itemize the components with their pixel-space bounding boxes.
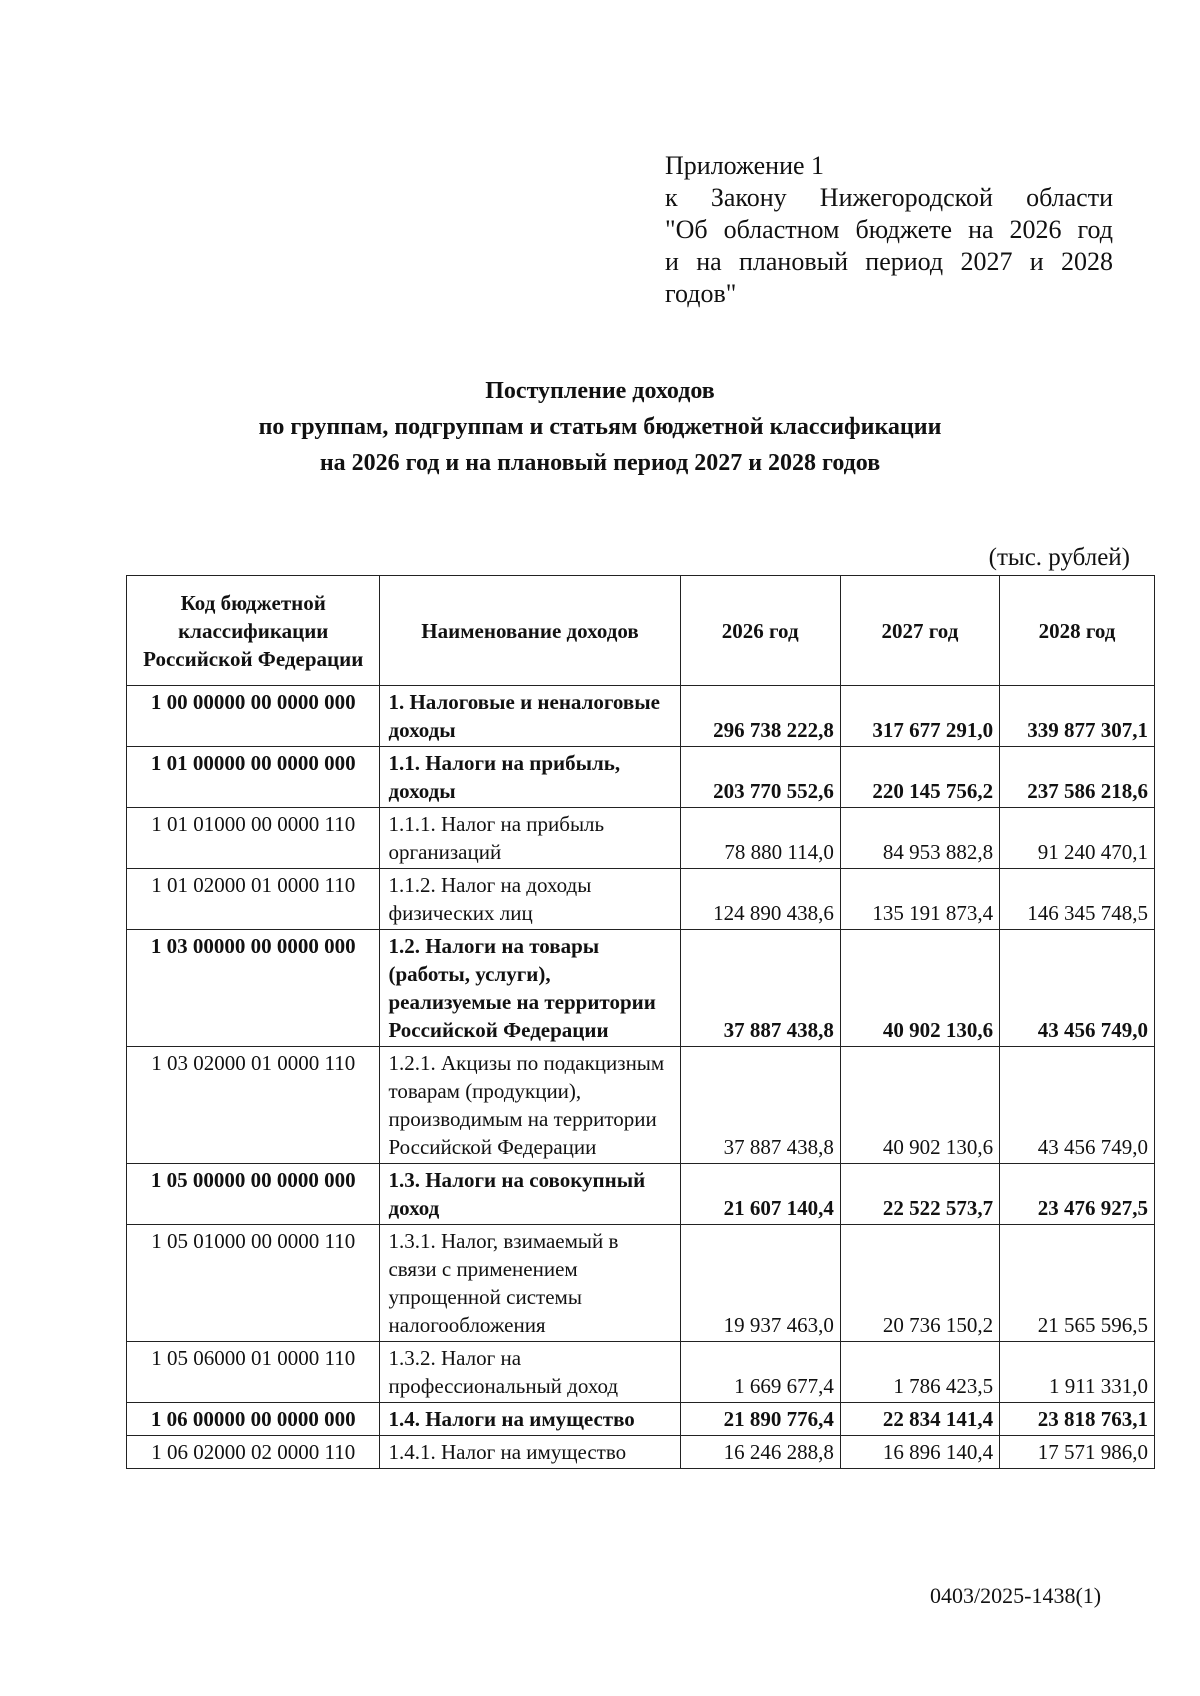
row-code: 1 06 00000 00 0000 000 xyxy=(127,1403,380,1436)
row-code: 1 03 00000 00 0000 000 xyxy=(127,930,380,1047)
table-row xyxy=(127,1164,1155,1225)
row-2026: 21 890 776,4 xyxy=(680,1403,840,1436)
row-code: 1 03 02000 01 0000 110 xyxy=(127,1047,380,1164)
appendix-line-4: и на плановый период 2027 и 2028 xyxy=(665,247,1113,276)
row-name: 1.2. Налоги на товары (работы, услуги), реализуемые на территории Российской Федерации xyxy=(380,930,680,1047)
row-2027: 20 736 150,2 xyxy=(840,1225,999,1342)
row-2027: 84 953 882,8 xyxy=(840,808,999,869)
row-2028: 17 571 986,0 xyxy=(1000,1436,1155,1469)
appendix-note xyxy=(665,150,1113,310)
units-label: (тыс. рублей) xyxy=(988,544,1130,571)
row-2028: 1 911 331,0 xyxy=(1000,1342,1155,1403)
row-2027: 40 902 130,6 xyxy=(840,1047,999,1164)
row-2026: 37 887 438,8 xyxy=(680,1047,840,1164)
row-2026: 19 937 463,0 xyxy=(680,1225,840,1342)
row-name: 1.3.1. Налог, взимаемый в связи с применением упрощенной системы налогообложения xyxy=(380,1225,680,1342)
row-code: 1 01 02000 01 0000 110 xyxy=(127,869,380,930)
table-row xyxy=(127,1047,1155,1164)
row-2026: 124 890 438,6 xyxy=(680,869,840,930)
row-2026: 21 607 140,4 xyxy=(680,1164,840,1225)
row-2028: 339 877 307,1 xyxy=(1000,686,1155,747)
row-2028: 43 456 749,0 xyxy=(1000,930,1155,1047)
table-row xyxy=(127,1436,1155,1469)
row-2027: 40 902 130,6 xyxy=(840,930,999,1047)
row-code: 1 06 02000 02 0000 110 xyxy=(127,1436,380,1469)
row-name: 1.1.1. Налог на прибыль организаций xyxy=(380,808,680,869)
document-title xyxy=(150,373,1050,481)
table-row xyxy=(127,808,1155,869)
table-row xyxy=(127,686,1155,747)
title-line-3: на 2026 год и на плановый период 2027 и 2028 годов xyxy=(319,450,881,476)
row-2027: 1 786 423,5 xyxy=(840,1342,999,1403)
row-2026: 37 887 438,8 xyxy=(680,930,840,1047)
appendix-line-3: "Об областном бюджете на 2026 год xyxy=(665,215,1113,244)
appendix-line-1: Приложение 1 xyxy=(665,151,825,180)
header-2026: 2026 год xyxy=(680,576,840,686)
income-table xyxy=(126,575,1155,1469)
row-code: 1 05 00000 00 0000 000 xyxy=(127,1164,380,1225)
table-row xyxy=(127,1342,1155,1403)
row-name: 1.1. Налоги на прибыль, доходы xyxy=(380,747,680,808)
row-name: 1.4. Налоги на имущество xyxy=(380,1403,680,1436)
row-2028: 23 476 927,5 xyxy=(1000,1164,1155,1225)
row-2027: 220 145 756,2 xyxy=(840,747,999,808)
appendix-line-2: к Закону Нижегородской области xyxy=(665,183,1113,212)
appendix-line-5: годов" xyxy=(665,279,737,308)
table-header-row xyxy=(127,576,1155,686)
table-row xyxy=(127,747,1155,808)
header-code: Код бюджетной классификации Российской Федерации xyxy=(127,576,380,686)
title-line-1: Поступление доходов xyxy=(485,378,715,404)
row-2027: 16 896 140,4 xyxy=(840,1436,999,1469)
row-2028: 91 240 470,1 xyxy=(1000,808,1155,869)
document-number: 0403/2025-1438(1) xyxy=(930,1583,1102,1608)
row-code: 1 05 06000 01 0000 110 xyxy=(127,1342,380,1403)
row-name: 1. Налоговые и неналоговые доходы xyxy=(380,686,680,747)
row-name: 1.1.2. Налог на доходы физических лиц xyxy=(380,869,680,930)
title-line-2: по группам, подгруппам и статьям бюджетной классификации xyxy=(258,414,942,440)
row-2026: 296 738 222,8 xyxy=(680,686,840,747)
row-2027: 22 522 573,7 xyxy=(840,1164,999,1225)
row-2027: 22 834 141,4 xyxy=(840,1403,999,1436)
row-name: 1.3. Налоги на совокупный доход xyxy=(380,1164,680,1225)
table-row xyxy=(127,1225,1155,1342)
row-2026: 16 246 288,8 xyxy=(680,1436,840,1469)
header-2028: 2028 год xyxy=(1000,576,1155,686)
row-code: 1 01 00000 00 0000 000 xyxy=(127,747,380,808)
table-row xyxy=(127,1403,1155,1436)
row-2027: 317 677 291,0 xyxy=(840,686,999,747)
table-row xyxy=(127,869,1155,930)
row-2026: 78 880 114,0 xyxy=(680,808,840,869)
row-2026: 1 669 677,4 xyxy=(680,1342,840,1403)
row-2028: 237 586 218,6 xyxy=(1000,747,1155,808)
header-2027: 2027 год xyxy=(840,576,999,686)
row-2026: 203 770 552,6 xyxy=(680,747,840,808)
table-row xyxy=(127,930,1155,1047)
row-code: 1 05 01000 00 0000 110 xyxy=(127,1225,380,1342)
row-2028: 21 565 596,5 xyxy=(1000,1225,1155,1342)
header-name: Наименование доходов xyxy=(380,576,680,686)
row-code: 1 00 00000 00 0000 000 xyxy=(127,686,380,747)
row-2027: 135 191 873,4 xyxy=(840,869,999,930)
row-2028: 146 345 748,5 xyxy=(1000,869,1155,930)
row-2028: 23 818 763,1 xyxy=(1000,1403,1155,1436)
row-name: 1.3.2. Налог на профессиональный доход xyxy=(380,1342,680,1403)
row-2028: 43 456 749,0 xyxy=(1000,1047,1155,1164)
row-name: 1.4.1. Налог на имущество xyxy=(380,1436,680,1469)
row-name: 1.2.1. Акцизы по подакцизным товарам (продукции), производимым на территории Российской Федерации xyxy=(380,1047,680,1164)
row-code: 1 01 01000 00 0000 110 xyxy=(127,808,380,869)
